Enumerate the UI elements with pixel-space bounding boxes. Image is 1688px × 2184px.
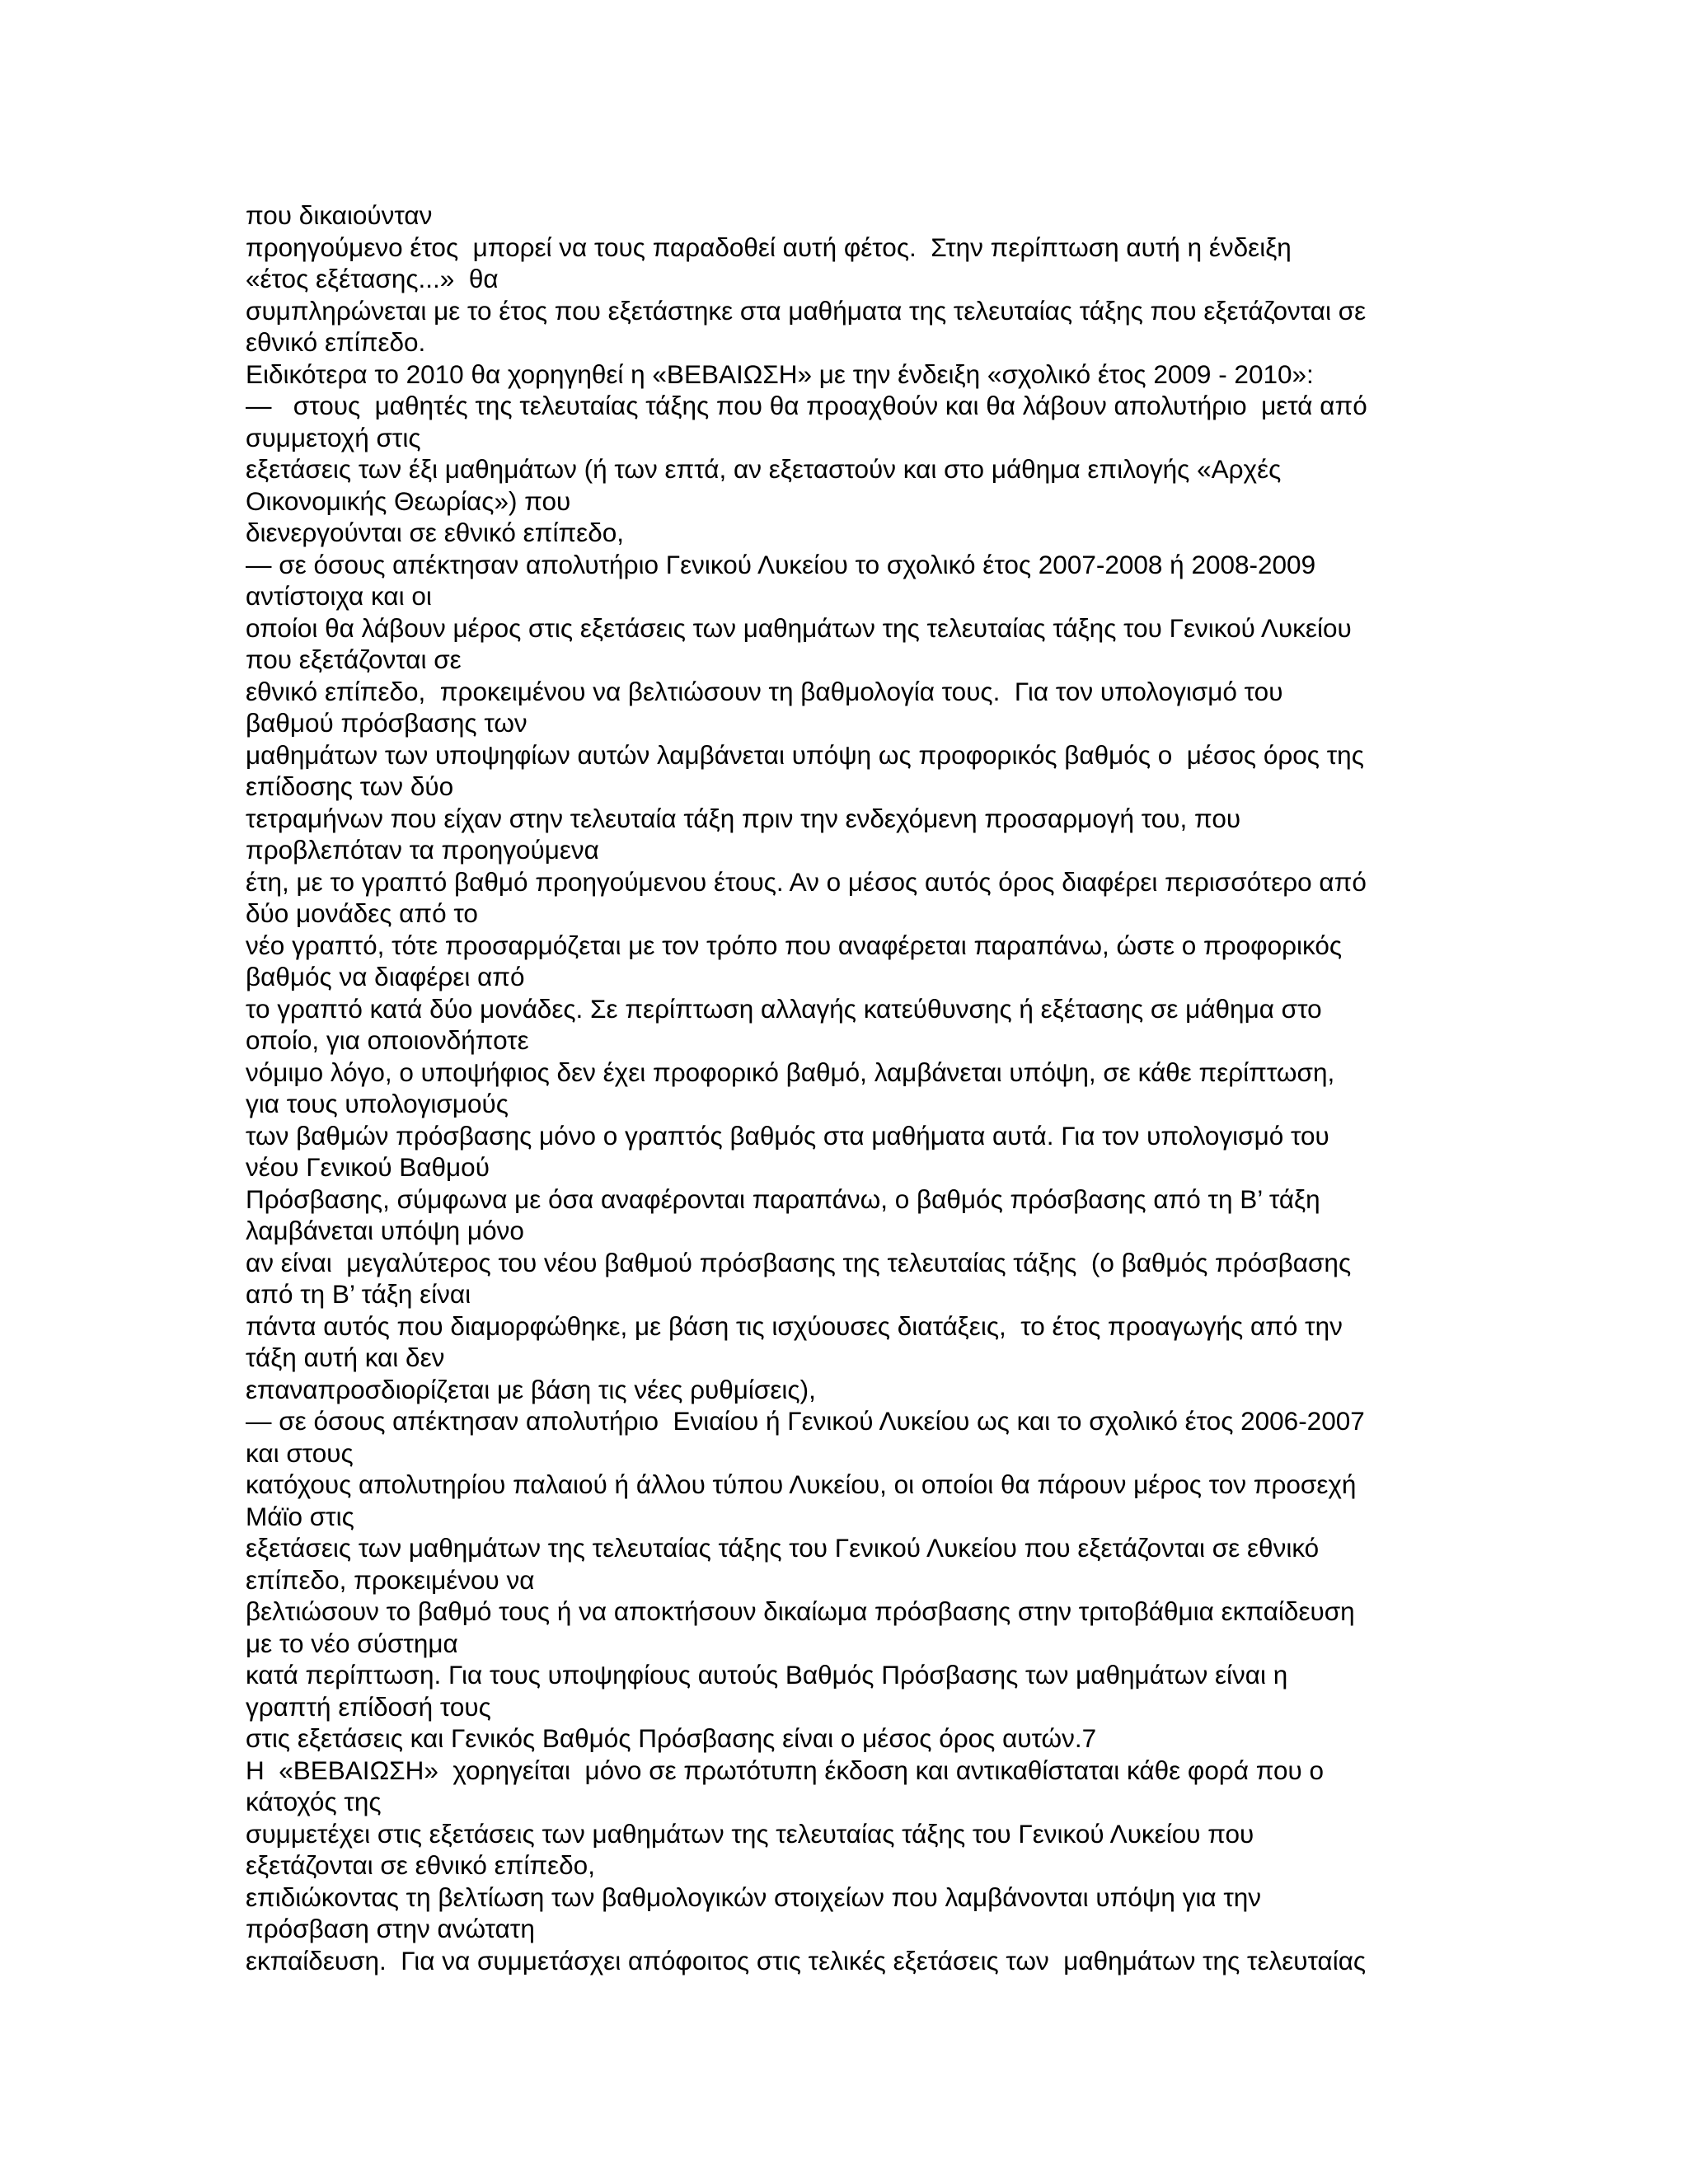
text-line: — σε όσους απέκτησαν απολυτήριο Ενιαίου ή Γενικού Λυκείου ως και το σχολικό έτος 2006-2007: [246, 1406, 1365, 1436]
text-line: οποίο, για οποιονδήποτε: [246, 1025, 529, 1055]
text-line: λαμβάνεται υπόψη μόνο: [246, 1216, 524, 1245]
text-line: βαθμού πρόσβασης των: [246, 708, 528, 738]
text-line: αν είναι μεγαλύτερος του νέου βαθμού πρόσβασης της τελευταίας τάξης (ο βαθμός πρόσβασης: [246, 1247, 1352, 1277]
text-line: δύο μονάδες από το: [246, 898, 478, 928]
text-line: για τους υπολογισμούς: [246, 1089, 509, 1118]
text-line: — σε όσους απέκτησαν απολυτήριο Γενικού Λυκείου το σχολικό έτος 2007-2008 ή 2008-2009: [246, 549, 1316, 579]
text-line: — στους μαθητές της τελευταίας τάξης που θα προαχθούν και θα λάβουν απολυτήριο μετά από: [246, 391, 1367, 420]
text-line: έτη, με το γραπτό βαθμό προηγούμενου έτους. Αν ο μέσος αυτός όρος διαφέρει περισσότερο από: [246, 866, 1367, 897]
text-line: εξετάσεις των έξι μαθημάτων (ή των επτά, αν εξεταστούν και στο μάθημα επιλογής «Αρχές: [246, 454, 1282, 484]
text-line: βελτιώσουν το βαθμό τους ή να αποκτήσουν δικαίωμα πρόσβασης στην τριτοβάθμια εκπαίδευση: [246, 1596, 1355, 1626]
text-line: τάξη αυτή και δεν: [246, 1343, 445, 1372]
document-body-text: [246, 199, 1449, 1976]
text-line: πρόσβαση στην ανώτατη: [246, 1914, 535, 1943]
text-line: κάτοχός της: [246, 1787, 382, 1816]
text-line: εθνικό επίπεδο, προκειμένου να βελτιώσουν τη βαθμολογία τους. Για τον υπολογισμό του: [246, 676, 1283, 706]
text-line: Οικονομικής Θεωρίας») που: [246, 485, 571, 516]
text-line: από τη Β’ τάξη είναι: [246, 1279, 471, 1309]
text-line: τετραμήνων που είχαν στην τελευταία τάξη πριν την ενδεχόμενη προσαρμογή του, που: [246, 803, 1241, 833]
text-line: νέο γραπτό, τότε προσαρμόζεται με τον τρόπο που αναφέρεται παραπάνω, ώστε ο προφορικός: [246, 930, 1343, 960]
text-line: εκπαίδευση. Για να συμμετάσχει απόφοιτος στις τελικές εξετάσεις των μαθημάτων της τελευταίας: [246, 1945, 1367, 1975]
text-line: Η «ΒΕΒΑΙΩΣΗ» χορηγείται μόνο σε πρωτότυπη έκδοση και αντικαθίσταται κάθε φορά που ο: [246, 1755, 1325, 1785]
text-line: εξετάζονται σε εθνικό επίπεδο,: [246, 1850, 595, 1880]
text-line: κατά περίπτωση. Για τους υποψηφίους αυτούς Βαθμός Πρόσβασης των μαθημάτων είναι η: [246, 1660, 1288, 1690]
text-line: προβλεπόταν τα προηγούμενα: [246, 835, 599, 865]
text-line: συμπληρώνεται με το έτος που εξετάστηκε στα μαθήματα της τελευταίας τάξης που εξετάζονται σε: [246, 295, 1367, 326]
text-line: των βαθμών πρόσβασης μόνο ο γραπτός βαθμός στα μαθήματα αυτά. Για τον υπολογισμό του: [246, 1120, 1329, 1151]
text-line: που δικαιούνταν: [246, 200, 433, 230]
text-line: Πρόσβασης, σύμφωνα με όσα αναφέρονται παραπάνω, ο βαθμός πρόσβασης από τη Β’ τάξη: [246, 1183, 1320, 1214]
text-line: πάντα αυτός που διαμορφώθηκε, με βάση τις ισχύουσες διατάξεις, το έτος προαγωγής από την: [246, 1310, 1343, 1341]
text-line: που εξετάζονται σε: [246, 644, 462, 674]
text-line: στις εξετάσεις και Γενικός Βαθμός Πρόσβασης είναι ο μέσος όρος αυτών.7: [246, 1723, 1097, 1753]
text-line: διενεργούνται σε εθνικό επίπεδο,: [246, 518, 625, 547]
text-line: με το νέο σύστημα: [246, 1628, 458, 1658]
text-line: συμμετέχει στις εξετάσεις των μαθημάτων της τελευταίας τάξης του Γενικού Λυκείου που: [246, 1818, 1254, 1849]
text-line: το γραπτό κατά δύο μονάδες. Σε περίπτωση αλλαγής κατεύθυνσης ή εξέτασης σε μάθημα στο: [246, 993, 1322, 1024]
text-line: «έτος εξέτασης...» θα: [246, 264, 499, 293]
text-line: προηγούμενο έτος μπορεί να τους παραδοθεί αυτή φέτος. Στην περίπτωση αυτή η ένδειξη: [246, 232, 1292, 262]
text-line: αντίστοιχα και οι: [246, 581, 432, 611]
text-line: εθνικό επίπεδο.: [246, 327, 426, 357]
text-line: οποίοι θα λάβουν μέρος στις εξετάσεις των μαθημάτων της τελευταίας τάξης του Γενικού Λυκείου: [246, 612, 1352, 643]
text-line: γραπτή επίδοσή τους: [246, 1691, 491, 1722]
text-line: συμμετοχή στις: [246, 422, 421, 452]
text-line: κατόχους απολυτηρίου παλαιού ή άλλου τύπου Λυκείου, οι οποίοι θα πάρουν μέρος τον προσεχή: [246, 1469, 1357, 1499]
text-line: επίπεδο, προκειμένου να: [246, 1564, 535, 1595]
text-line: και στους: [246, 1437, 354, 1468]
text-line: επίδοσης των δύο: [246, 771, 454, 801]
text-line: Ειδικότερα το 2010 θα χορηγηθεί η «ΒΕΒΑΙΩΣΗ» με την ένδειξη «σχολικό έτος 2009 - 2010»:: [246, 359, 1314, 389]
text-line: Μάϊο στις: [246, 1501, 354, 1531]
text-line: νόμιμο λόγο, ο υποψήφιος δεν έχει προφορικό βαθμό, λαμβάνεται υπόψη, σε κάθε περίπτωση,: [246, 1057, 1335, 1087]
text-line: επιδιώκοντας τη βελτίωση των βαθμολογικών στοιχείων που λαμβάνονται υπόψη για την: [246, 1882, 1262, 1912]
text-line: εξετάσεις των μαθημάτων της τελευταίας τάξης του Γενικού Λυκείου που εξετάζονται σε εθνικό: [246, 1533, 1320, 1563]
text-line: επαναπροσδιορίζεται με βάση τις νέες ρυθμίσεις),: [246, 1374, 816, 1404]
text-line: βαθμός να διαφέρει από: [246, 962, 525, 991]
text-line: μαθημάτων των υποψηφίων αυτών λαμβάνεται υπόψη ως προφορικός βαθμός ο μέσος όρος της: [246, 739, 1364, 770]
text-line: νέου Γενικού Βαθμού: [246, 1152, 490, 1182]
